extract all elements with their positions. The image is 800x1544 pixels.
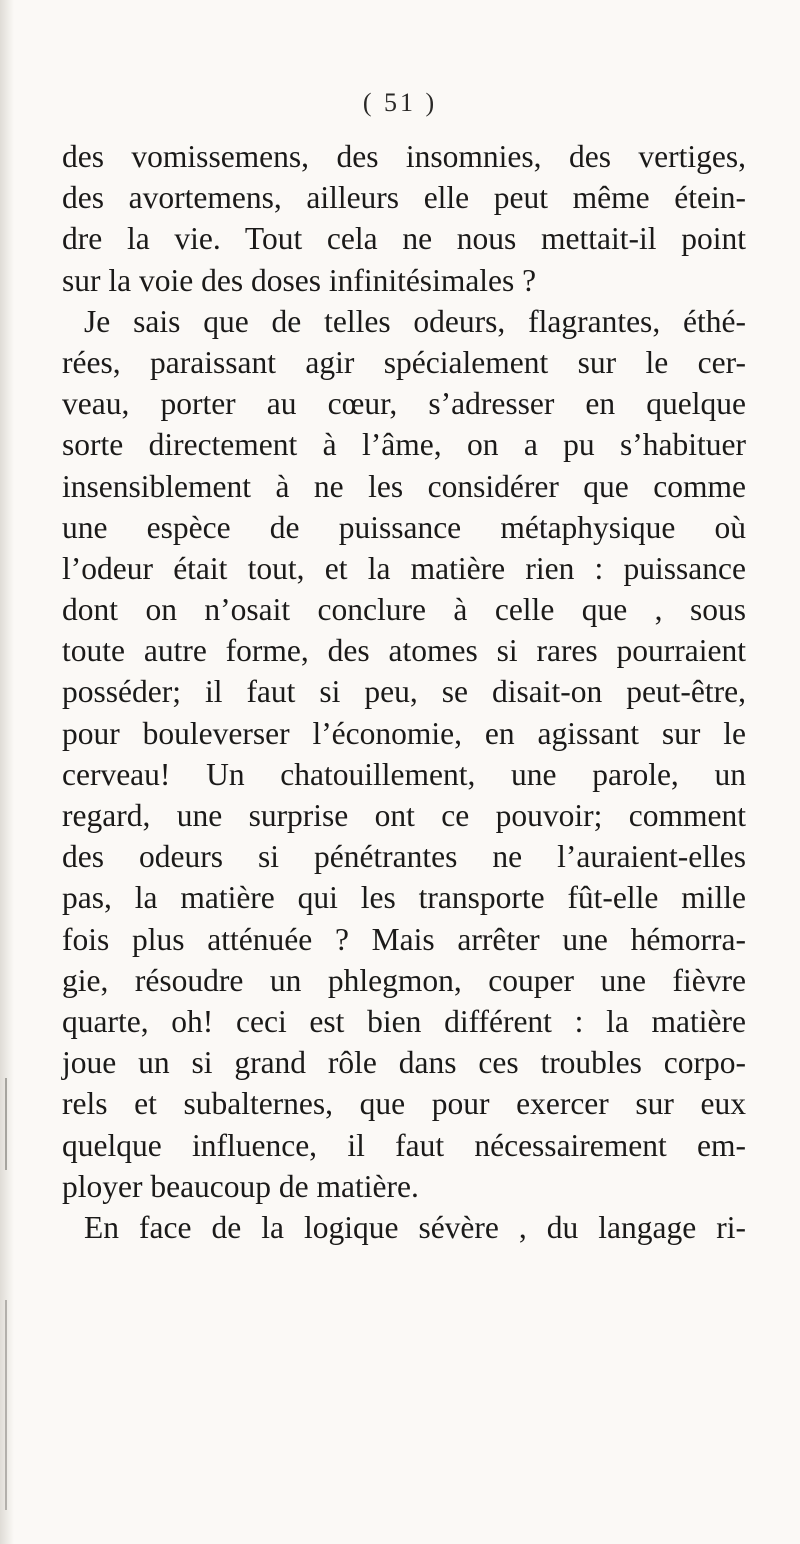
text-line: pas, la matière qui les transporte fût-elle mille [62, 880, 746, 916]
text-line: une espèce de puissance métaphysique où [62, 509, 746, 545]
text-line: insensiblement à ne les considérer que comme [62, 468, 746, 504]
body-text [62, 136, 746, 1248]
text-line: dre la vie. Tout cela ne nous mettait-il point [62, 221, 746, 257]
page-edge-shadow [0, 0, 14, 1544]
text-line: Je sais que de telles odeurs, flagrantes, éthé- [84, 303, 746, 339]
page-edge-mark [5, 1078, 7, 1170]
text-line: regard, une surprise ont ce pouvoir; comment [62, 798, 746, 833]
text-line: ployer beaucoup de matière. [62, 1168, 419, 1204]
text-line: En face de la logique sévère , du langage ri- [84, 1209, 746, 1245]
text-line: des odeurs si pénétrantes ne l’auraient-elles [62, 839, 746, 875]
text-line: des avortemens, ailleurs elle peut même étein- [62, 180, 746, 216]
text-line: veau, porter au cœur, s’adresser en quelque [62, 386, 746, 422]
text-line: dont on n’osait conclure à celle que , sous [62, 592, 746, 628]
text-line: posséder; il faut si peu, se disait-on peut-être, [62, 674, 746, 710]
page-edge-mark [5, 1300, 7, 1510]
text-line: toute autre forme, des atomes si rares pourraient [62, 633, 746, 669]
text-line: pour bouleverser l’économie, en agissant sur le [62, 715, 746, 751]
text-line: fois plus atténuée ? Mais arrêter une hémorra- [62, 921, 746, 957]
text-line: rels et subalternes, que pour exercer sur eux [62, 1086, 746, 1122]
text-line: cerveau! Un chatouillement, une parole, un [62, 756, 746, 792]
text-line: des vomissemens, des insomnies, des vertiges, [62, 139, 746, 174]
text-line: sorte directement à l’âme, on a pu s’habituer [62, 427, 746, 463]
text-line: quelque influence, il faut nécessairement em- [62, 1127, 746, 1163]
text-line: rées, paraissant agir spécialement sur le cer- [62, 344, 746, 380]
page-number: ( 51 ) [362, 88, 438, 117]
text-line: gie, résoudre un phlegmon, couper une fièvre [62, 962, 746, 998]
text-line: joue un si grand rôle dans ces troubles corpo- [62, 1045, 746, 1081]
text-line: l’odeur était tout, et la matière rien : puissance [62, 550, 746, 586]
text-line: sur la voie des doses infinitésimales ? [62, 262, 537, 298]
text-line: quarte, oh! ceci est bien différent : la matière [62, 1003, 746, 1039]
